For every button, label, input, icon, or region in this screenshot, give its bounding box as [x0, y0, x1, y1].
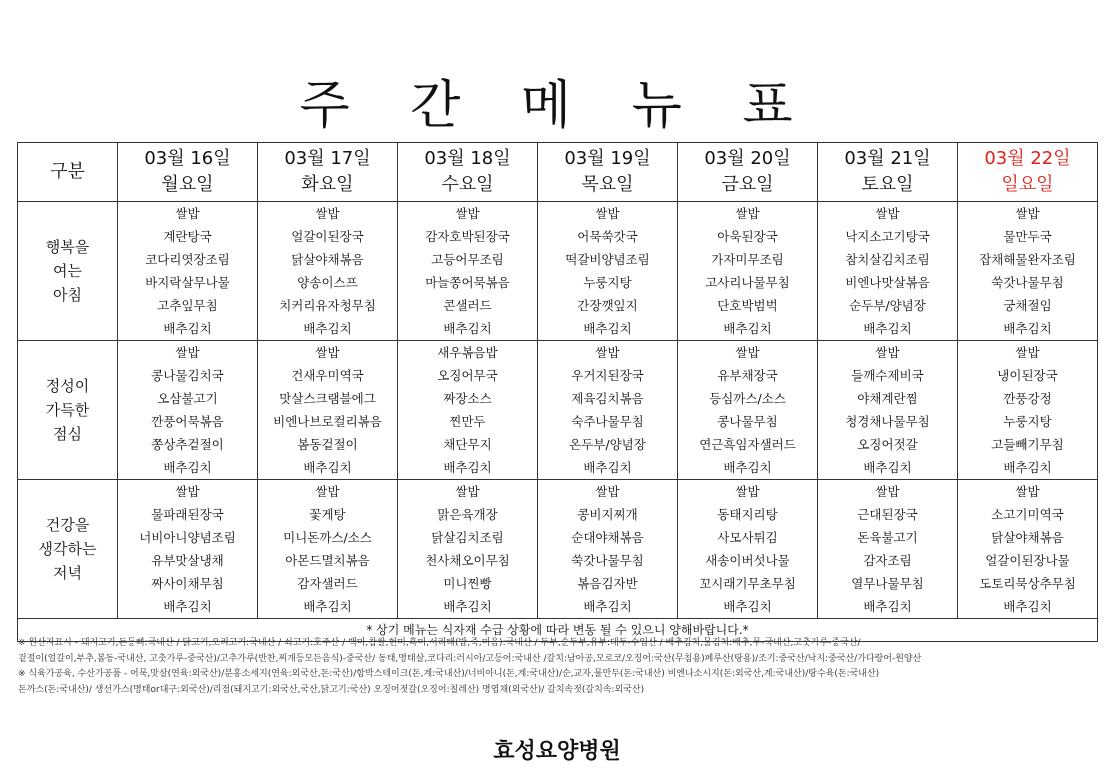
menu-item: 누룽지탕 [583, 275, 632, 290]
menu-item: 오삼불고기 [157, 391, 218, 406]
meal-label-line: 가득한 [45, 401, 90, 419]
breakfast-row [18, 202, 1098, 341]
day-date: 03월 17일 [284, 148, 371, 169]
day-date: 03월 22일 [984, 148, 1071, 169]
menu-item: 오징어무국 [437, 368, 498, 383]
menu-item: 배추김치 [583, 460, 632, 475]
menu-item: 배추김치 [163, 599, 212, 614]
menu-item: 도토리묵상추무침 [979, 576, 1076, 591]
meal-label-lunch [18, 341, 118, 480]
menu-item: 쌀밥 [595, 345, 620, 360]
day-date: 03월 16일 [144, 148, 231, 169]
notice-text: * 상기 메뉴는 식자재 수급 상황에 따라 변동 될 수 있으니 양해바랍니다.* [18, 619, 1098, 642]
menu-item: 고들빼기무침 [991, 437, 1064, 452]
menu-item: 청경채나물무침 [845, 414, 930, 429]
menu-item: 쌀밥 [175, 484, 200, 499]
menu-item: 콩나물무침 [717, 414, 778, 429]
weekly-menu-table [17, 142, 1098, 642]
meal-label-line: 생각하는 [38, 540, 97, 558]
menu-item: 배추김치 [723, 460, 772, 475]
menu-item: 콘샐러드 [443, 298, 492, 313]
day-weekday: 화요일 [301, 174, 354, 195]
menu-item: 오징어젓갈 [857, 437, 918, 452]
menu-item: 닭살김치조림 [431, 530, 504, 545]
menu-item: 쌀밥 [875, 484, 900, 499]
menu-item: 천사채오이무침 [425, 553, 510, 568]
menu-item: 배추김치 [863, 460, 912, 475]
menu-item: 마늘쫑어묵볶음 [425, 275, 510, 290]
menu-item: 쌀밥 [315, 206, 340, 221]
menu-item: 건새우미역국 [291, 368, 364, 383]
menu-item: 쫑상추겉절이 [151, 437, 224, 452]
menu-item: 열무나물무침 [851, 576, 924, 591]
menu-item: 꽃게탕 [309, 507, 346, 522]
menu-cell [818, 202, 958, 341]
category-header [18, 143, 118, 202]
menu-item: 콩비지찌개 [577, 507, 638, 522]
menu-item: 얼갈이된장국 [291, 229, 364, 244]
menu-item: 들깨수제비국 [851, 368, 924, 383]
page-title: 주 간 메 뉴 표 [299, 76, 815, 136]
menu-item: 배추김치 [303, 321, 352, 336]
menu-item: 야채계란찜 [857, 391, 918, 406]
menu-item: 배추김치 [443, 599, 492, 614]
menu-item: 쌀밥 [875, 206, 900, 221]
menu-item: 배추김치 [1003, 460, 1052, 475]
menu-item: 감자샐러드 [297, 576, 358, 591]
menu-item: 배추김치 [163, 460, 212, 475]
menu-item: 쑥갓나물무침 [571, 553, 644, 568]
menu-item: 배추김치 [163, 321, 212, 336]
menu-item: 계란탕국 [163, 229, 212, 244]
meal-label-line: 정성이 [45, 377, 90, 395]
day-weekday: 목요일 [581, 174, 634, 195]
menu-item: 유부채장국 [717, 368, 778, 383]
menu-item: 참치살김치조림 [845, 252, 930, 267]
menu-item: 연근흑임자샐러드 [699, 437, 796, 452]
menu-cell [538, 341, 678, 480]
menu-item: 봄동겉절이 [297, 437, 358, 452]
dinner-row [18, 480, 1098, 619]
menu-cell [398, 202, 538, 341]
menu-item: 너비아니양념조림 [139, 530, 236, 545]
menu-item: 고등어무조림 [431, 252, 504, 267]
menu-item: 치커리유자청무침 [279, 298, 376, 313]
menu-cell [258, 480, 398, 619]
day-weekday: 월요일 [161, 174, 214, 195]
day-weekday: 수요일 [441, 174, 494, 195]
menu-item: 누룽지탕 [1003, 414, 1052, 429]
day-date: 03월 20일 [704, 148, 791, 169]
menu-item: 쌀밥 [735, 345, 760, 360]
menu-cell [958, 480, 1098, 619]
menu-item: 간장깻잎지 [577, 298, 638, 313]
menu-item: 새송이버섯나물 [705, 553, 790, 568]
menu-item: 쌀밥 [315, 345, 340, 360]
menu-item: 잡채해물완자조림 [979, 252, 1076, 267]
menu-item: 아욱된장국 [717, 229, 778, 244]
menu-item: 고추잎무침 [157, 298, 218, 313]
menu-item: 배추김치 [863, 321, 912, 336]
menu-item: 단호박범벅 [717, 298, 778, 313]
menu-item: 미니돈까스/소스 [283, 530, 372, 545]
menu-item: 가자미무조림 [711, 252, 784, 267]
menu-item: 감자조림 [863, 553, 912, 568]
menu-item: 짜사이채무침 [151, 576, 224, 591]
menu-cell [958, 341, 1098, 480]
category-label: 구분 [50, 161, 85, 182]
menu-item: 콩나물김치국 [151, 368, 224, 383]
meal-label-dinner [18, 480, 118, 619]
menu-item: 배추김치 [723, 599, 772, 614]
menu-item: 쌀밥 [595, 206, 620, 221]
menu-item: 맛살스크램블에그 [279, 391, 376, 406]
menu-item: 궁채절임 [1003, 298, 1052, 313]
menu-item: 쌀밥 [1015, 206, 1040, 221]
menu-item: 쑥갓나물무침 [991, 275, 1064, 290]
menu-item: 양송이스프 [297, 275, 358, 290]
menu-cell [678, 480, 818, 619]
day-weekday: 토요일 [861, 174, 914, 195]
menu-cell [118, 341, 258, 480]
note-line: ※ 식육가공육, 수산가공품 - 어묵,맛살(연육:외국산)/분홍소세지(연육:외국산,돈:국산)/함박스테이크(돈,계:국내산)/너비아니(돈,계:국내산)/순,교자,물만두(돈:국내산) 비엔나소시지(돈:외국산,계:국내산)/탕수육(돈:국내산) [18, 669, 880, 679]
meal-label-breakfast [18, 202, 118, 341]
menu-item: 유부맛살냉채 [151, 553, 224, 568]
menu-cell [258, 341, 398, 480]
day-date: 03월 18일 [424, 148, 511, 169]
day-header-mon [118, 143, 258, 202]
day-header-sun [958, 143, 1098, 202]
menu-item: 짜장소스 [443, 391, 492, 406]
menu-item: 코다리엿장조림 [145, 252, 230, 267]
menu-item: 물만두국 [1003, 229, 1052, 244]
menu-item: 볶음김자반 [577, 576, 638, 591]
menu-item: 쌀밥 [875, 345, 900, 360]
day-weekday: 일요일 [1001, 174, 1054, 195]
menu-item: 냉이된장국 [997, 368, 1058, 383]
menu-cell [398, 480, 538, 619]
menu-item: 새우볶음밥 [437, 345, 498, 360]
menu-item: 배추김치 [1003, 321, 1052, 336]
menu-item: 배추김치 [723, 321, 772, 336]
meal-label-line: 여는 [53, 262, 82, 280]
note-line: ※ 원산지표시 - 돼지고기,돈등뼈:국내산 / 닭고기,오리고기:국내산 / 쇠고기:호주산 / 백미,찹쌀,현미,흑미,서리태(밥,죽,미음):국내산 / 두부,순두부,유부:대두-수입산 / 배추김치,물김치:배추,무-국내산,고춧가루-중국산/ [18, 638, 861, 648]
menu-item: 얼갈이된장나물 [985, 553, 1070, 568]
menu-item: 쌀밥 [735, 206, 760, 221]
menu-item: 사모사튀김 [717, 530, 778, 545]
hospital-name: 효성요양병원 [493, 739, 621, 764]
menu-item: 채단무지 [443, 437, 492, 452]
menu-item: 깐풍강정 [1003, 391, 1052, 406]
menu-item: 맑은육개장 [437, 507, 498, 522]
meal-label-line: 점심 [53, 425, 82, 443]
day-header-fri [678, 143, 818, 202]
menu-item: 등심까스/소스 [709, 391, 786, 406]
day-date: 03월 19일 [564, 148, 651, 169]
menu-item: 배추김치 [583, 321, 632, 336]
menu-item: 비엔나브로컬리볶음 [273, 414, 382, 429]
origin-notes [18, 636, 1098, 698]
menu-item: 바지락살무나물 [145, 275, 230, 290]
menu-item: 배추김치 [303, 599, 352, 614]
meal-label-line: 행복을 [45, 238, 90, 256]
menu-item: 쌀밥 [455, 484, 480, 499]
day-header-sat [818, 143, 958, 202]
menu-item: 쌀밥 [175, 206, 200, 221]
menu-item: 소고기미역국 [991, 507, 1064, 522]
menu-item: 우거지된장국 [571, 368, 644, 383]
menu-cell [538, 480, 678, 619]
day-header-tue [258, 143, 398, 202]
menu-cell [678, 341, 818, 480]
menu-item: 배추김치 [583, 599, 632, 614]
menu-item: 순두부/양념장 [849, 298, 926, 313]
menu-item: 제육김치볶음 [571, 391, 644, 406]
menu-item: 순대야채볶음 [571, 530, 644, 545]
menu-item: 물파래된장국 [151, 507, 224, 522]
menu-item: 미니찐빵 [443, 576, 492, 591]
menu-item: 어묵쑥갓국 [577, 229, 638, 244]
menu-item: 낙지소고기탕국 [845, 229, 930, 244]
menu-item: 온두부/양념장 [569, 437, 646, 452]
lunch-row [18, 341, 1098, 480]
menu-item: 숙주나물무침 [571, 414, 644, 429]
menu-item: 찐만두 [449, 414, 486, 429]
menu-cell [958, 202, 1098, 341]
day-header-thu [538, 143, 678, 202]
menu-item: 동태지리탕 [717, 507, 778, 522]
menu-item: 쌀밥 [315, 484, 340, 499]
menu-cell [538, 202, 678, 341]
menu-item: 감자호박된장국 [425, 229, 510, 244]
menu-cell [118, 202, 258, 341]
menu-cell [818, 341, 958, 480]
menu-cell [398, 341, 538, 480]
menu-item: 쌀밥 [735, 484, 760, 499]
menu-cell [818, 480, 958, 619]
day-header-wed [398, 143, 538, 202]
menu-item: 배추김치 [443, 321, 492, 336]
menu-item: 쌀밥 [1015, 484, 1040, 499]
day-date: 03월 21일 [844, 148, 931, 169]
menu-item: 닭살야채볶음 [291, 252, 364, 267]
menu-item: 떡갈비양념조림 [565, 252, 650, 267]
note-line: 겉절이(얼갈이,부추,봄동-국내산, 고춧가루-중국산)/고추가루(반찬,찌개등모든음식)-중국산/ 동태,명태살,코다리:러시아/고등어:국내산 /갈치:남아공,모로코/오징어:국산(무침용)페루산(탕용)/조기:중국산/낙지:중국산/가다랑어-원양산 [18, 653, 922, 664]
meal-label-line: 아침 [53, 286, 82, 304]
menu-item: 배추김치 [303, 460, 352, 475]
menu-item: 꼬시래기무초무침 [699, 576, 796, 591]
menu-item: 쌀밥 [175, 345, 200, 360]
menu-item: 고사리나물무침 [705, 275, 790, 290]
menu-item: 근대된장국 [857, 507, 918, 522]
header-row [18, 143, 1098, 202]
menu-item: 쌀밥 [1015, 345, 1040, 360]
menu-item: 돈육불고기 [857, 530, 918, 545]
menu-item: 쌀밥 [595, 484, 620, 499]
menu-cell [258, 202, 398, 341]
menu-item: 배추김치 [863, 599, 912, 614]
menu-item: 깐풍어묵볶음 [151, 414, 224, 429]
menu-item: 배추김치 [1003, 599, 1052, 614]
menu-item: 배추김치 [443, 460, 492, 475]
menu-cell [118, 480, 258, 619]
menu-item: 비엔나맛살볶음 [845, 275, 930, 290]
meal-label-line: 저녁 [53, 564, 82, 582]
day-weekday: 금요일 [721, 174, 774, 195]
menu-cell [678, 202, 818, 341]
note-line: 돈까스(돈:국내산)/ 생선가스(명태or대구:외국산)/리점(돼지고기:외국산,국산,닭고기:국산) 오징어젓갈(오징어:칠레산) 명엽채(외국산)/ 갈치속젓(갈치속:외국산) [18, 684, 645, 695]
menu-item: 아몬드멸치볶음 [285, 553, 370, 568]
menu-item: 닭살야채볶음 [991, 530, 1064, 545]
menu-item: 쌀밥 [455, 206, 480, 221]
meal-label-line: 건강을 [45, 516, 90, 534]
